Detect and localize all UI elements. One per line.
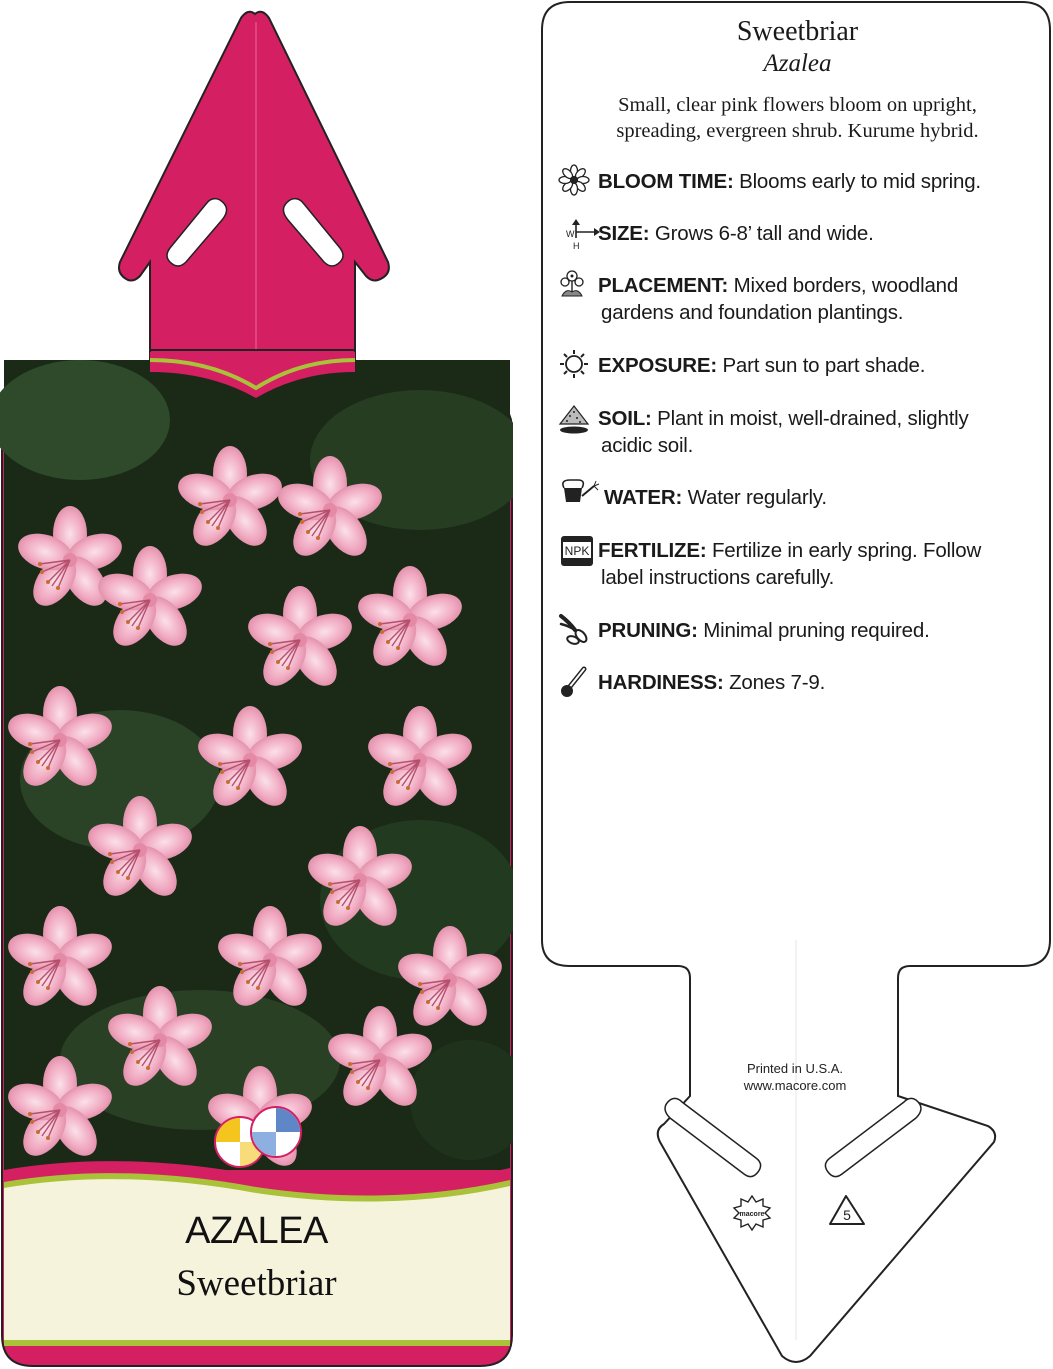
front-subtitle: Sweetbriar <box>176 1263 337 1304</box>
size-icon-h: H <box>573 241 580 251</box>
care-fertilize <box>598 537 1038 591</box>
care-label: SIZE: <box>598 222 650 245</box>
care-pruning <box>598 617 1038 644</box>
care-label: EXPOSURE: <box>598 354 717 377</box>
care-text: Blooms early to mid spring. <box>733 170 981 193</box>
care-label: HARDINESS: <box>598 671 724 694</box>
botanical-name: Azalea <box>763 50 832 77</box>
care-label: PLACEMENT: <box>598 274 729 297</box>
care-soil <box>598 405 1038 459</box>
front-tag <box>0 12 530 1366</box>
care-text: Mixed borders, woodland <box>728 274 959 297</box>
care-label: SOIL: <box>598 407 652 430</box>
printed-info <box>700 1060 890 1094</box>
front-stake <box>119 12 389 390</box>
care-text: Zones 7-9. <box>723 671 826 694</box>
care-text: Plant in moist, well-drained, slightly <box>651 407 969 430</box>
care-bloom-time <box>598 168 1038 195</box>
printed-country: Printed in U.S.A. <box>746 1061 844 1076</box>
care-exposure <box>598 352 1038 379</box>
care-placement <box>598 272 1038 326</box>
care-water <box>604 484 1044 511</box>
description-line: Small, clear pink flowers bloom on upright, <box>618 94 977 116</box>
care-label: BLOOM TIME: <box>598 170 734 193</box>
macore-logo-text: macore <box>739 1211 765 1218</box>
care-label: PRUNING: <box>598 619 698 642</box>
flower-photo <box>0 355 530 1174</box>
care-text: label instructions carefully. <box>601 566 835 589</box>
care-text: Fertilize in early spring. Follow <box>706 539 982 562</box>
front-title: AZALEA <box>185 1210 328 1252</box>
care-text: gardens and foundation plantings. <box>601 301 904 324</box>
description-line: spreading, evergreen shrub. Kurume hybrid. <box>616 120 979 142</box>
care-text: Water regularly. <box>682 486 827 509</box>
care-label: FERTILIZE: <box>598 539 707 562</box>
care-hardiness <box>598 669 1038 696</box>
npk-icon-text: NPK <box>564 544 590 558</box>
plant-description <box>560 92 1035 144</box>
size-icon-w: W <box>566 229 575 239</box>
care-text: Minimal pruning required. <box>697 619 930 642</box>
care-size <box>598 220 1038 247</box>
care-text: Grows 6-8’ tall and wide. <box>649 222 874 245</box>
npk-fertilizer-icon <box>561 536 593 566</box>
recycle-number: 5 <box>843 1207 851 1223</box>
care-text: Part sun to part shade. <box>716 354 926 377</box>
printed-website: www.macore.com <box>743 1078 847 1093</box>
flower-icon <box>559 165 589 195</box>
care-label: WATER: <box>604 486 683 509</box>
care-text: acidic soil. <box>601 434 694 457</box>
common-name: Sweetbriar <box>736 16 859 47</box>
